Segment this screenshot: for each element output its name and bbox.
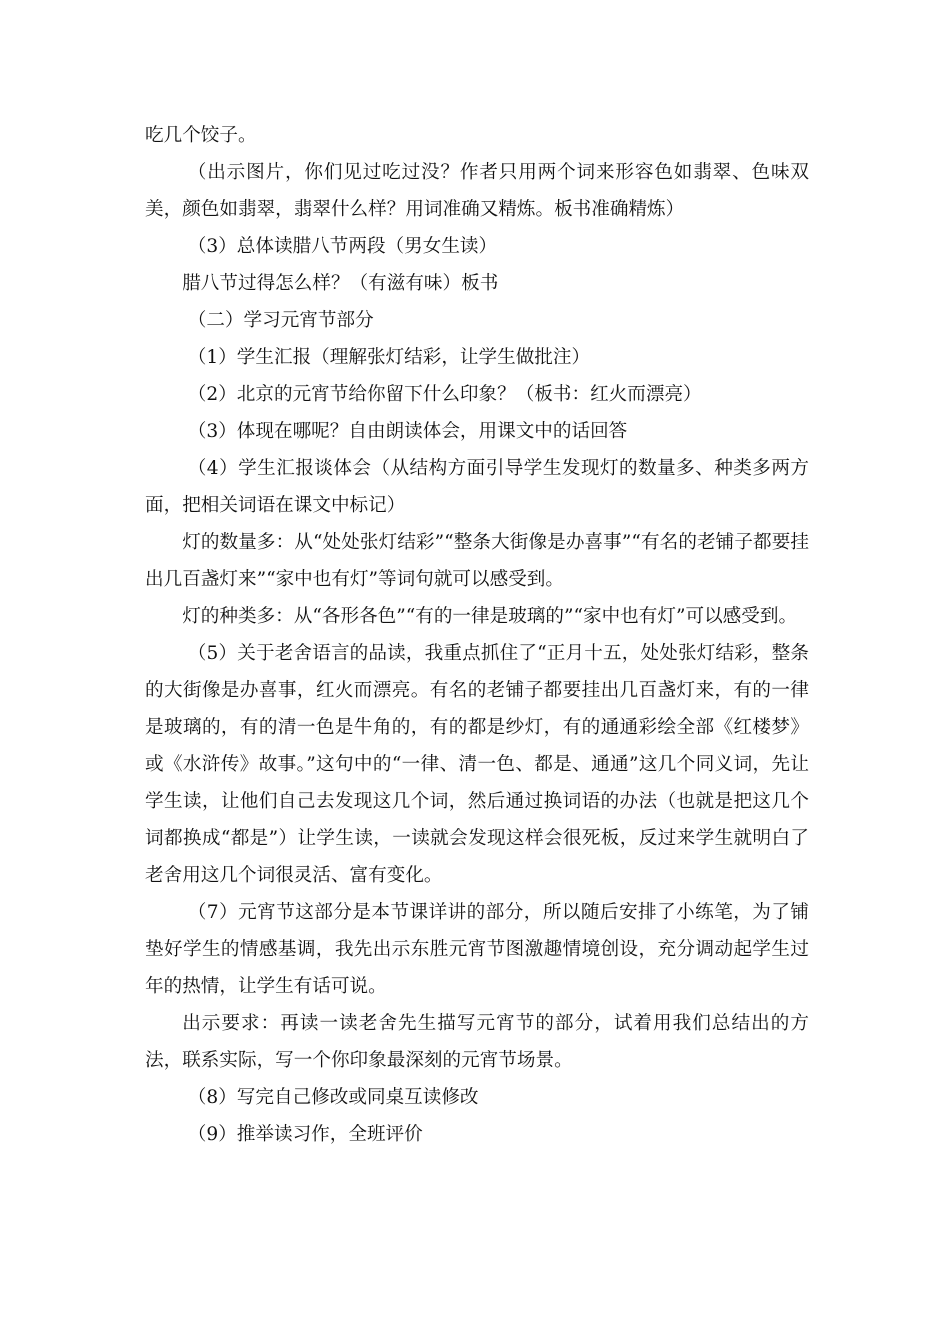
document-body <box>145 117 809 1153</box>
paragraph: （3）体现在哪呢？自由朗读体会，用课文中的话回答 <box>187 421 628 442</box>
paragraph: （3）总体读腊八节两段（男女生读） <box>187 236 498 257</box>
paragraph: （5）关于老舍语言的品读，我重点抓住了“正月十五，处处张灯结彩，整条的大街像是办喜事，红火而漂亮。有名的老铺子都要挂出几百盏灯来，有的一律是玻璃的，有的清一色是牛角的，有的都是纱灯，有的通通彩绘全部《红楼梦》或《水浒传》故事。”这句中的“一律、清一色、都是、通通”这几个同义词，先让学生读，让他们自己去发现这几个词，然后通过换词语的办法（也就是把这几个词都换成“都是”）让学生读，一读就会发现这样会很死板，反过来学生就明白了老舍用这几个词很灵活、富有变化。 <box>145 643 809 886</box>
paragraph: （二）学习元宵节部分 <box>187 310 374 331</box>
paragraph: （8）写完自己修改或同桌互读修改 <box>187 1087 479 1108</box>
paragraph: 灯的数量多：从“处处张灯结彩”“整条大街像是办喜事”“有名的老铺子都要挂出几百盏灯来”“家中也有灯”等词句就可以感受到。 <box>145 532 809 590</box>
paragraph: （2）北京的元宵节给你留下什么印象？（板书：红火而漂亮） <box>187 384 702 405</box>
paragraph: （1）学生汇报（理解张灯结彩，让学生做批注） <box>187 347 591 368</box>
paragraph: 灯的种类多：从“各形各色”“有的一律是玻璃的”“家中也有灯”可以感受到。 <box>182 606 798 627</box>
paragraph: 吃几个饺子。 <box>145 125 257 146</box>
paragraph: （4）学生汇报谈体会（从结构方面引导学生发现灯的数量多、种类多两方面，把相关词语在课文中标记） <box>145 458 809 516</box>
paragraph: 腊八节过得怎么样？（有滋有味）板书 <box>182 273 499 294</box>
paragraph: （出示图片，你们见过吃过没？作者只用两个词来形容色如翡翠、色味双美，颜色如翡翠，翡翠什么样？用词准确又精炼。板书准确精炼） <box>145 162 809 220</box>
paragraph: （9）推举读习作，全班评价 <box>187 1124 423 1145</box>
paragraph: 出示要求：再读一读老舍先生描写元宵节的部分，试着用我们总结出的方法，联系实际，写一个你印象最深刻的元宵节场景。 <box>145 1013 809 1071</box>
paragraph: （7）元宵节这部分是本节课详讲的部分，所以随后安排了小练笔，为了铺垫好学生的情感基调，我先出示东胜元宵节图激趣情境创设，充分调动起学生过年的热情，让学生有话可说。 <box>145 902 809 997</box>
